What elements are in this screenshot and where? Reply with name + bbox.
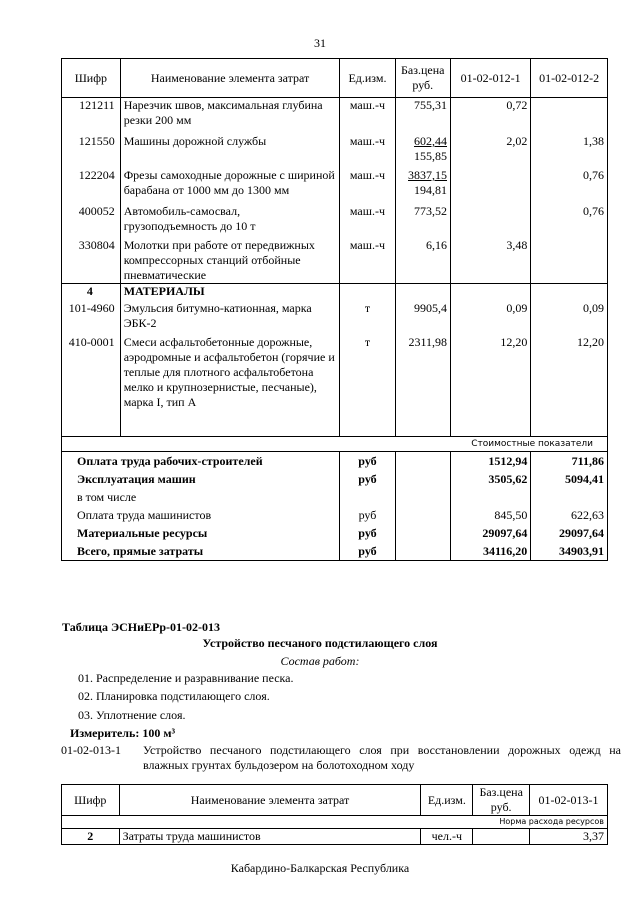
table-row (62, 234, 608, 284)
row-price-main: 3837,15 (408, 168, 448, 182)
summary-label: Всего, прямые затраты (62, 542, 340, 561)
summary-v2 (531, 488, 608, 506)
table-row (62, 164, 608, 198)
summary-unit: руб (340, 542, 395, 561)
row-code: 101-4960 (62, 299, 121, 331)
summary-v1 (451, 488, 531, 506)
summary-v1: 29097,64 (451, 524, 531, 542)
row-v1 (451, 198, 531, 234)
row-price: 2311,98 (395, 331, 451, 410)
row-name: Фрезы самоходные дорожные с шириной барабана от 1000 мм до 1300 мм (120, 164, 340, 198)
row-unit: маш.-ч (340, 198, 395, 234)
measure-unit: Измеритель: 100 м³ (70, 726, 176, 740)
row-name: Машины дорожной службы (120, 128, 340, 164)
header-code: Шифр (62, 59, 121, 98)
header-unit: Ед.изм. (421, 785, 473, 816)
row-code: 410-0001 (62, 331, 121, 410)
work-item: 02. Планировка подстилающего слоя. (78, 689, 270, 703)
empty-cell (451, 284, 531, 300)
item-code: 01-02-013-1 (61, 743, 121, 757)
item-text: Устройство песчаного подстилающего слоя при восстановлении дорожных одежд на влажных грунтах бульдозером на болотоходном ходу (143, 743, 621, 772)
page-number: 31 (314, 36, 326, 50)
row-unit: маш.-ч (340, 234, 395, 284)
summary-v1: 3505,62 (451, 470, 531, 488)
header-name: Наименование элемента затрат (120, 59, 340, 98)
header-col1: 01-02-012-1 (451, 59, 531, 98)
table-row (62, 331, 608, 410)
row-name: Нарезчик швов, максимальная глубина резки 200 мм (120, 98, 340, 129)
footer-region: Кабардино-Балкарская Республика (230, 861, 410, 875)
row-v1: 12,20 (451, 331, 531, 410)
summary-row (62, 452, 608, 471)
row-unit: т (340, 299, 395, 331)
empty-cell (395, 470, 451, 488)
work-item: 01. Распределение и разравнивание песка. (78, 671, 294, 685)
row-code: 122204 (62, 164, 121, 198)
table-row (62, 829, 608, 845)
empty-cell (395, 452, 451, 471)
summary-unit (340, 488, 395, 506)
row-price: 755,31 (395, 98, 451, 129)
summary-row (62, 506, 608, 524)
summary-unit: руб (340, 452, 395, 471)
row-v2: 0,76 (531, 164, 608, 198)
header-price: Баз.цена руб. (395, 59, 451, 98)
row-v1: 2,02 (451, 128, 531, 164)
summary-v1: 845,50 (451, 506, 531, 524)
row-name: Автомобиль-самосвал, грузоподъемность до 10 т (120, 198, 340, 234)
header-col2: 01-02-012-2 (531, 59, 608, 98)
summary-unit: руб (340, 524, 395, 542)
row-v2: 0,76 (531, 198, 608, 234)
summary-unit: руб (340, 470, 395, 488)
summary-label: Эксплуатация машин (62, 470, 340, 488)
summary-label: Материальные ресурсы (62, 524, 340, 542)
table-row (62, 198, 608, 234)
summary-label: Оплата труда машинистов (62, 506, 340, 524)
row-v1: 3,48 (451, 234, 531, 284)
row-v1: 3,37 (530, 829, 608, 845)
empty-cell (395, 524, 451, 542)
header-unit: Ед.изм. (340, 59, 395, 98)
table-header-row (62, 785, 608, 816)
summary-row (62, 488, 608, 506)
section-title: МАТЕРИАЛЫ (120, 284, 340, 300)
empty-cell (395, 410, 451, 437)
row-unit: т (340, 331, 395, 410)
row-name: Затраты труда машинистов (119, 829, 421, 845)
section-number: 4 (62, 284, 121, 300)
row-price: 9905,4 (395, 299, 451, 331)
summary-unit: руб (340, 506, 395, 524)
row-code: 121211 (62, 98, 121, 129)
norm-caption: Норма расхода ресурсов (62, 816, 608, 829)
empty-cell (395, 284, 451, 300)
row-price: 6,16 (395, 234, 451, 284)
cost-caption: Стоимостные показатели (62, 437, 608, 452)
row-v2: 1,38 (531, 128, 608, 164)
empty-cell (340, 284, 395, 300)
labor-table (61, 784, 608, 845)
norm-caption-row (62, 816, 608, 829)
row-price (473, 829, 530, 845)
row-price (395, 164, 451, 198)
row-name: Смеси асфальтобетонные дорожные, аэродромные и асфальтобетон (горячие и теплые для плотного асфальтобетона мелко и крупнозернистые, песчаные), марка I, тип А (120, 331, 340, 410)
summary-v2: 711,86 (531, 452, 608, 471)
empty-cell (531, 410, 608, 437)
item-description (61, 743, 621, 772)
row-code: 121550 (62, 128, 121, 164)
cost-caption-row (62, 437, 608, 452)
header-price: Баз.цена руб. (473, 785, 530, 816)
summary-row (62, 524, 608, 542)
table-row (62, 299, 608, 331)
summary-label: Оплата труда рабочих-строителей (62, 452, 340, 471)
row-code: 330804 (62, 234, 121, 284)
work-item: 03. Уплотнение слоя. (78, 708, 186, 722)
summary-v1: 34116,20 (451, 542, 531, 561)
row-price: 773,52 (395, 198, 451, 234)
row-price-sub: 194,81 (414, 183, 448, 197)
section-row (62, 284, 608, 300)
row-price (395, 128, 451, 164)
empty-cell (120, 410, 340, 437)
row-v2 (531, 234, 608, 284)
row-v1 (451, 164, 531, 198)
row-price-main: 602,44 (414, 134, 448, 148)
table-row (62, 128, 608, 164)
row-price-sub: 155,85 (414, 149, 448, 163)
table-row (62, 98, 608, 129)
row-v2 (531, 98, 608, 129)
row-name: Эмульсия битумно-катионная, марка ЭБК-2 (120, 299, 340, 331)
row-unit: чел.-ч (421, 829, 473, 845)
empty-cell (62, 410, 121, 437)
header-name: Наименование элемента затрат (119, 785, 421, 816)
row-unit: маш.-ч (340, 164, 395, 198)
header-code: Шифр (62, 785, 120, 816)
summary-label: в том числе (62, 488, 340, 506)
row-name: Молотки при работе от передвижных компрессорных станций отбойные пневматические (120, 234, 340, 284)
summary-row (62, 470, 608, 488)
row-unit: маш.-ч (340, 128, 395, 164)
empty-cell (395, 506, 451, 524)
summary-row (62, 542, 608, 561)
summary-v2: 622,63 (531, 506, 608, 524)
summary-v2: 34903,91 (531, 542, 608, 561)
empty-cell (395, 542, 451, 561)
empty-cell (395, 488, 451, 506)
empty-cell (340, 410, 395, 437)
summary-v2: 29097,64 (531, 524, 608, 542)
row-v1: 0,72 (451, 98, 531, 129)
row-code: 2 (62, 829, 120, 845)
row-unit: маш.-ч (340, 98, 395, 129)
table-subtitle: Устройство песчаного подстилающего слоя (202, 636, 438, 650)
composition-heading: Состав работ: (280, 654, 360, 668)
header-col1: 01-02-013-1 (530, 785, 608, 816)
machines-materials-table (61, 58, 608, 561)
summary-v2: 5094,41 (531, 470, 608, 488)
row-v1: 0,09 (451, 299, 531, 331)
empty-cell (531, 284, 608, 300)
table-header-row (62, 59, 608, 98)
spacer-row (62, 410, 608, 437)
row-code: 400052 (62, 198, 121, 234)
empty-cell (451, 410, 531, 437)
row-v2: 12,20 (531, 331, 608, 410)
table-title: Таблица ЭСНиЕРр-01-02-013 (62, 620, 221, 634)
row-v2: 0,09 (531, 299, 608, 331)
summary-v1: 1512,94 (451, 452, 531, 471)
